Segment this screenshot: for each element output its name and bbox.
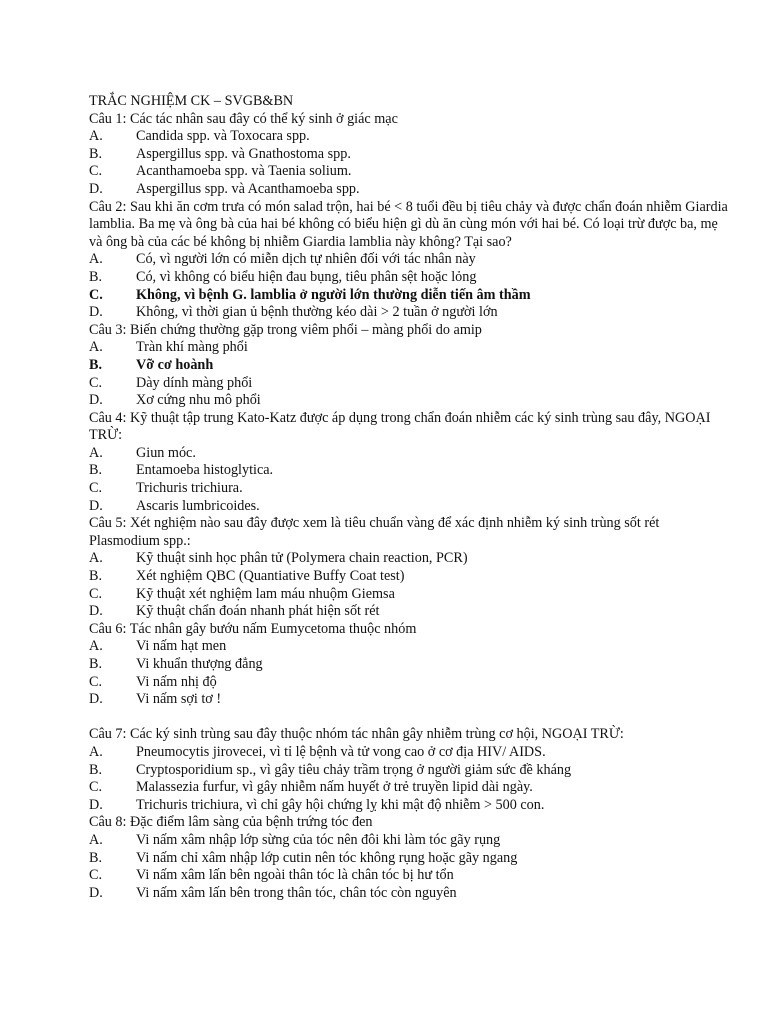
question-3: Câu 3: Biến chứng thường gặp trong viêm phổi – màng phổi do amip (89, 321, 482, 338)
option-4d: D. Ascaris lumbricoides. (89, 497, 260, 514)
option-8b: B. Vi nấm chỉ xâm nhập lớp cutin nên tóc không rụng hoặc gãy ngang (89, 849, 518, 866)
option-4b: B. Entamoeba histoglytica. (89, 462, 274, 479)
option-6d: D. Vi nấm sợi tơ ! (89, 691, 222, 708)
option-2b: B. Có, vì không có biểu hiện đau bụng, tiêu phân sệt hoặc lỏng (89, 268, 477, 285)
option-5a: A. Kỹ thuật sinh học phân tử (Polymera chain reaction, PCR) (89, 550, 468, 567)
option-3a: A. Tràn khí màng phổi (89, 339, 248, 356)
option-2a: A. Có, vì người lớn có miễn dịch tự nhiên đối với tác nhân này (89, 251, 476, 268)
question-2: Câu 2: Sau khi ăn cơm trưa có món salad trộn, hai bé < 8 tuổi đều bị tiêu chảy và được chẩn đoán nhiễm Giardia lamblia. Ba mẹ và ông bà của hai bé không có biểu hiện gì dù ăn cùng món với hai bé. Có loại trừ được ba, mẹ và ông bà của các bé không bị nhiễm Giardia lamblia này không? Tại sao? (89, 198, 728, 250)
option-1d: D. Aspergillus spp. và Acanthamoeba spp. (89, 180, 360, 197)
option-1c: C. Acanthamoeba spp. và Taenia solium. (89, 163, 352, 180)
option-3b-answer: B. Vỡ cơ hoành (89, 356, 214, 373)
option-7c: C. Malassezia furfur, vì gây nhiễm nấm huyết ở trẻ truyền lipid dài ngày. (89, 779, 533, 796)
option-6b: B. Vi khuẩn thượng đẳng (89, 656, 263, 672)
option-1b: B. Aspergillus spp. và Gnathostoma spp. (89, 145, 351, 162)
option-6a: A. Vi nấm hạt men (89, 638, 227, 655)
option-1a: A. Candida spp. và Toxocara spp. (89, 128, 310, 145)
option-3d: D. Xơ cứng nhu mô phổi (89, 392, 261, 409)
option-6c: C. Vi nấm nhị độ (89, 673, 217, 690)
option-7b: B. Cryptosporidium sp., vì gây tiêu chảy trầm trọng ở người giảm sức đề kháng (89, 761, 572, 778)
option-4a: A. Giun móc. (89, 444, 196, 461)
blank-line (89, 709, 729, 727)
question-1: Câu 1: Các tác nhân sau đây có thể ký sinh ở giác mạc (89, 110, 398, 127)
option-8a: A. Vi nấm xâm nhập lớp sừng của tóc nên đôi khi làm tóc gãy rụng (89, 831, 501, 848)
question-6: Câu 6: Tác nhân gây bướu nấm Eumycetoma thuộc nhóm (89, 620, 417, 637)
document-title: TRẮC NGHIỆM CK – SVGB&BN (89, 93, 294, 109)
option-5d: D. Kỹ thuật chẩn đoán nhanh phát hiện sốt rét (89, 603, 380, 620)
option-7d: D. Trichuris trichiura, vì chỉ gây hội chứng lỵ khi mật độ nhiễm > 500 con. (89, 796, 545, 813)
question-7: Câu 7: Các ký sinh trùng sau đây thuộc nhóm tác nhân gây nhiễm trùng cơ hội, NGOẠI TRỪ: (89, 726, 624, 743)
option-8c: C. Vi nấm xâm lấn bên ngoài thân tóc là chân tóc bị hư tổn (89, 867, 454, 884)
option-4c: C. Trichuris trichiura. (89, 480, 243, 497)
question-4: Câu 4: Kỹ thuật tập trung Kato-Katz được áp dụng trong chẩn đoán nhiễm các ký sinh trùng sau đây, NGOẠI TRỪ: (89, 409, 711, 444)
document-content (89, 93, 729, 902)
option-8d: D. Vi nấm xâm lấn bên trong thân tóc, chân tóc còn nguyên (89, 884, 457, 901)
option-2c-answer: C. Không, vì bệnh G. lamblia ở người lớn thường diễn tiến âm thầm (89, 286, 531, 303)
option-5b: B. Xét nghiệm QBC (Quantiative Buffy Coat test) (89, 568, 405, 585)
option-2d: D. Không, vì thời gian ủ bệnh thường kéo dài > 2 tuần ở người lớn (89, 304, 498, 321)
question-5: Câu 5: Xét nghiệm nào sau đây được xem là tiêu chuẩn vàng để xác định nhiễm ký sinh trùng sốt rét Plasmodium spp.: (89, 515, 660, 549)
question-8: Câu 8: Đặc điểm lâm sàng của bệnh trứng tóc đen (89, 814, 373, 831)
option-5c: C. Kỹ thuật xét nghiệm lam máu nhuộm Giemsa (89, 585, 395, 602)
option-3c: C. Dày dính màng phổi (89, 374, 253, 391)
option-7a: A. Pneumocytis jirovecei, vì tỉ lệ bệnh và tử vong cao ở cơ địa HIV/ AIDS. (89, 743, 546, 760)
